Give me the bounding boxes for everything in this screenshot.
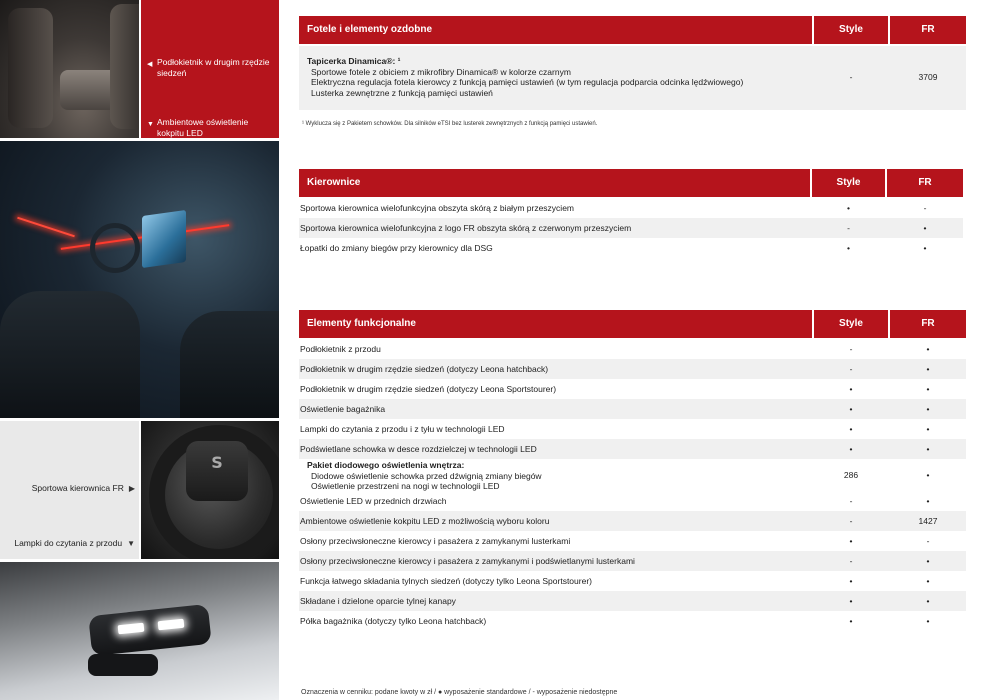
value-fr: • xyxy=(926,470,930,480)
value-style: - xyxy=(849,496,853,506)
caption-armrest-text: Podłokietnik w drugim rzędzie siedzeń xyxy=(157,57,270,78)
legend-text: Oznaczenia w cenniku: podane kwoty w zł / ● wyposażenie standardowe / - wyposażenie niedostępne xyxy=(301,689,618,696)
table-row xyxy=(299,46,966,110)
triangle-left-icon: ◀ xyxy=(147,61,153,68)
row-label xyxy=(307,460,542,492)
value-style: 286 xyxy=(843,470,859,480)
value-fr: • xyxy=(926,344,930,354)
row-label: Podłokietnik w drugim rzędzie siedzeń (dotyczy Leona Sportstourer) xyxy=(300,384,557,394)
table-title: Fotele i elementy ozdobne xyxy=(299,16,812,44)
caption-reading-lamps-text: Lampki do czytania z przodu xyxy=(14,538,123,548)
table-row xyxy=(299,218,963,238)
row-label: Podświetlane schowka w desce rozdzielczej w technologii LED xyxy=(300,444,537,454)
value-fr: - xyxy=(923,203,927,213)
ambient-led-strip xyxy=(17,217,75,237)
col-header-style: Style xyxy=(812,169,885,197)
table-row xyxy=(299,591,966,611)
value-fr: • xyxy=(926,404,930,414)
brand-logo-icon: S xyxy=(211,453,223,472)
triangle-right-icon: ▶ xyxy=(128,484,135,493)
package-heading: Pakiet diodowego oświetlenia wnętrza: xyxy=(307,460,465,470)
package-line: Oświetlenie przestrzeni na nogi w technologii LED xyxy=(311,481,500,491)
value-fr: 3709 xyxy=(918,72,938,82)
table-row xyxy=(299,611,966,631)
table-row xyxy=(299,571,966,591)
value-style: - xyxy=(849,72,853,82)
table-row xyxy=(299,399,966,419)
value-fr: • xyxy=(923,223,927,233)
row-label: Osłony przeciwsłoneczne kierowcy i pasażera z zamykanymi i podświetlanymi lusterkami xyxy=(300,556,635,566)
value-fr: • xyxy=(926,384,930,394)
value-fr: • xyxy=(926,424,930,434)
value-style: - xyxy=(849,516,853,526)
rear-seat-armrest-photo xyxy=(0,0,139,138)
infotainment-screen-shape xyxy=(142,210,186,268)
value-style: • xyxy=(849,536,853,546)
table-row xyxy=(299,379,966,399)
value-style: - xyxy=(849,556,853,566)
caption-panel-grey xyxy=(0,421,139,559)
rear-mirror-shape xyxy=(88,654,158,676)
row-label: Funkcja łatwego składania tylnych siedzeń (dotyczy tylko Leona Sportstourer) xyxy=(300,576,592,586)
value-fr: - xyxy=(926,536,930,546)
col-header-fr: FR xyxy=(890,16,966,44)
table-row-package xyxy=(299,459,966,491)
caption-panel-red xyxy=(141,0,279,138)
row-label: Składane i dzielone oparcie tylnej kanapy xyxy=(300,596,456,606)
col-header-fr: FR xyxy=(890,310,966,338)
upholstery-line: Elektryczna regulacja fotela kierowcy z funkcją pamięci ustawień (w tym regulacja podparcia odcinka lędźwiowego) xyxy=(311,77,744,87)
table-row xyxy=(299,491,966,511)
table-row xyxy=(299,339,966,359)
value-style: • xyxy=(847,243,850,253)
table-title: Elementy funkcjonalne xyxy=(299,310,812,338)
table-row xyxy=(299,531,966,551)
caption-armrest xyxy=(147,57,275,79)
value-style: • xyxy=(849,444,853,454)
value-fr: • xyxy=(926,596,930,606)
value-style: - xyxy=(847,223,850,233)
table-row xyxy=(299,359,966,379)
value-style: - xyxy=(849,344,853,354)
value-fr: • xyxy=(926,616,930,626)
table-seats-trim xyxy=(299,16,966,111)
value-style: • xyxy=(849,384,853,394)
seat-back-left xyxy=(8,8,53,128)
driver-seat-shape xyxy=(0,291,140,418)
steering-wheel-photo xyxy=(141,421,279,559)
table-row xyxy=(299,439,966,459)
cockpit-ambient-photo xyxy=(0,141,279,418)
value-style: • xyxy=(847,203,850,213)
value-style: • xyxy=(849,616,853,626)
row-label: Sportowa kierownica wielofunkcyjna obszyta skórą z białym przeszyciem xyxy=(300,203,574,213)
row-label: Ambientowe oświetlenie kokpitu LED z możliwością wyboru koloru xyxy=(300,516,550,526)
table-row xyxy=(299,511,966,531)
row-label: Podłokietnik z przodu xyxy=(300,344,381,354)
roof-console-shape xyxy=(88,604,212,656)
value-style: • xyxy=(849,596,853,606)
passenger-seat-shape xyxy=(180,311,279,418)
triangle-down-icon: ▼ xyxy=(127,539,135,548)
footnote: ¹ Wyklucza się z Pakietem schowków. Dla silników eTSI bez lusterek zewnętrznych z funkcją pamięci ustawień. xyxy=(302,121,598,127)
row-label: Podłokietnik w drugim rzędzie siedzeń (dotyczy Leona hatchback) xyxy=(300,364,549,374)
seat-back-right xyxy=(110,4,139,129)
table-title: Kierownice xyxy=(299,169,810,197)
row-label: Sportowa kierownica wielofunkcyjna z logo FR obszyta skórą z czerwonym przeszyciem xyxy=(300,223,632,233)
value-fr: • xyxy=(926,496,930,506)
caption-steering-text: Sportowa kierownica FR xyxy=(31,483,124,493)
triangle-down-icon: ▼ xyxy=(147,121,154,128)
steering-wheel-shape xyxy=(90,223,140,273)
package-line: Diodowe oświetlenie schowka przed dźwignią zmiany biegów xyxy=(311,470,542,481)
caption-ambient xyxy=(147,117,275,139)
value-fr: • xyxy=(926,364,930,374)
value-fr: • xyxy=(926,556,930,566)
col-header-style: Style xyxy=(814,310,888,338)
row-label: Oświetlenie bagażnika xyxy=(300,404,386,414)
table-steering xyxy=(299,169,963,259)
upholstery-heading: Tapicerka Dinamica®: ¹ xyxy=(307,56,401,66)
value-fr: • xyxy=(926,576,930,586)
col-header-fr: FR xyxy=(887,169,963,197)
caption-steering xyxy=(32,483,135,494)
row-label: Osłony przeciwsłoneczne kierowcy i pasażera z zamykanymi lusterkami xyxy=(300,536,571,546)
table-row xyxy=(299,238,963,258)
upholstery-line: Sportowe fotele z obiciem z mikrofibry Dinamica® w kolorze czarnym xyxy=(311,66,571,77)
caption-ambient-text: Ambientowe oświetlenie kokpitu LED xyxy=(157,117,249,138)
col-header-style: Style xyxy=(814,16,888,44)
value-fr: 1427 xyxy=(918,516,938,526)
table-row xyxy=(299,551,966,571)
row-label: Lampki do czytania z przodu i z tyłu w technologii LED xyxy=(300,424,505,434)
value-style: • xyxy=(849,424,853,434)
roof-reading-lamps-photo xyxy=(0,562,279,700)
value-style: - xyxy=(849,364,853,374)
upholstery-line: Lusterka zewnętrzne z funkcją pamięci ustawień xyxy=(311,87,493,98)
row-label: Półka bagażnika (dotyczy tylko Leona hatchback) xyxy=(300,616,487,626)
table-row xyxy=(299,198,963,218)
value-fr: • xyxy=(923,243,927,253)
row-label: Łopatki do zmiany biegów przy kierownicy dla DSG xyxy=(300,243,493,253)
value-style: • xyxy=(849,404,853,414)
value-fr: • xyxy=(926,444,930,454)
caption-reading-lamps xyxy=(14,538,135,549)
row-label: Oświetlenie LED w przednich drzwiach xyxy=(300,496,447,506)
table-functional xyxy=(299,310,966,635)
row-label xyxy=(307,56,743,98)
table-row xyxy=(299,419,966,439)
value-style: • xyxy=(849,576,853,586)
